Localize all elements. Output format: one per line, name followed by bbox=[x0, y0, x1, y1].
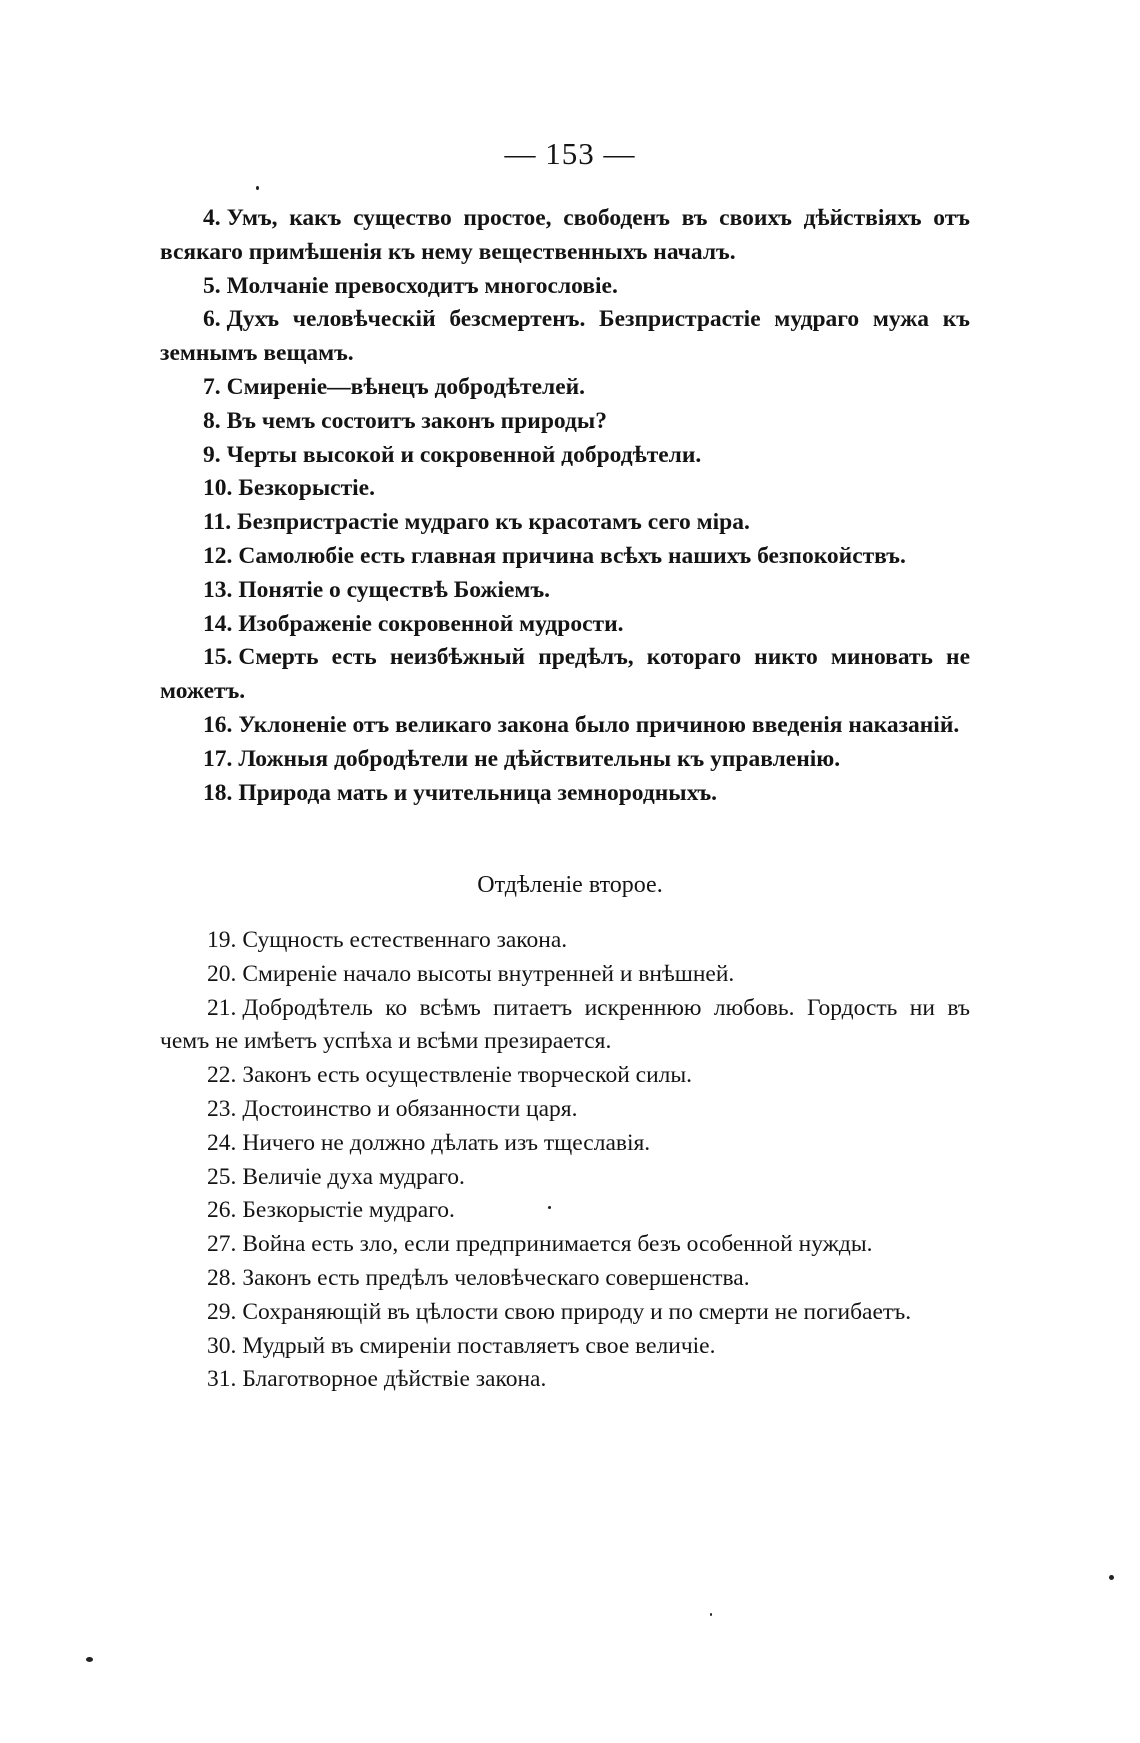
item-number: 9. bbox=[203, 441, 221, 468]
item-text: Сохраняющій въ цѣлости свою природу и по смерти не погибаетъ. bbox=[242, 1298, 912, 1325]
list-item bbox=[160, 270, 970, 304]
item-text: Добродѣтель ко всѣмъ питаетъ искреннюю любовь. Гордость ни въ чемъ не имѣетъ успѣха и всѣми презирается. bbox=[160, 994, 970, 1055]
item-number: 5. bbox=[203, 272, 221, 299]
item-number: 10. bbox=[203, 475, 233, 502]
item-text: Законъ есть предѣлъ человѣческаго совершенства. bbox=[242, 1264, 750, 1291]
item-text: Смиреніе—вѣнецъ добродѣтелей. bbox=[226, 373, 586, 400]
item-number: 29. bbox=[207, 1298, 237, 1325]
item-text: Изображеніе сокровенной мудрости. bbox=[238, 610, 624, 637]
item-number: 13. bbox=[203, 576, 233, 603]
list-item bbox=[160, 608, 970, 642]
scan-speck bbox=[256, 186, 259, 190]
list-item bbox=[160, 1127, 970, 1161]
item-text: Духъ человѣческій безсмертенъ. Безпристрастіе мудраго мужа къ земнымъ вещамъ. bbox=[160, 306, 970, 367]
item-number: 27. bbox=[207, 1231, 237, 1258]
list-item bbox=[160, 439, 970, 473]
list-item bbox=[160, 303, 970, 371]
list-item bbox=[160, 1228, 970, 1262]
item-number: 31. bbox=[207, 1366, 237, 1393]
item-number: 30. bbox=[207, 1332, 237, 1359]
item-text: Величіе духа мудраго. bbox=[242, 1163, 465, 1190]
list-item bbox=[160, 202, 970, 270]
item-text: Черты высокой и сокровенной добродѣтели. bbox=[226, 441, 702, 468]
list-item bbox=[160, 405, 970, 439]
item-text: Смерть есть неизбѣжный предѣлъ, котораго никто миновать не можетъ. bbox=[160, 644, 970, 705]
item-number: 11. bbox=[203, 509, 232, 536]
item-text: Уклоненіе отъ великаго закона было причиною введенія наказаній. bbox=[238, 711, 960, 738]
list-item bbox=[160, 641, 970, 709]
scan-speck bbox=[86, 1657, 93, 1662]
item-text: Война есть зло, если предпринимается безъ особенной нужды. bbox=[242, 1231, 873, 1258]
item-text: Смиреніе начало высоты внутренней и внѣшней. bbox=[242, 960, 735, 987]
item-number: 24. bbox=[207, 1129, 237, 1156]
item-text: Ничего не должно дѣлать изъ тщеславія. bbox=[242, 1129, 651, 1156]
item-text: Благотворное дѣйствіе закона. bbox=[242, 1366, 547, 1393]
list-item bbox=[160, 1194, 970, 1228]
item-number: 20. bbox=[207, 960, 237, 987]
item-text: Безкорыстіе. bbox=[238, 475, 375, 502]
list-item bbox=[160, 1093, 970, 1127]
item-text: Сущность естественнаго закона. bbox=[242, 927, 568, 953]
scan-speck bbox=[548, 1206, 551, 1209]
list-item bbox=[160, 777, 970, 811]
scan-speck bbox=[710, 1613, 712, 1616]
list-item bbox=[160, 540, 970, 574]
item-number: 8. bbox=[203, 407, 221, 434]
contents-section-two bbox=[160, 924, 970, 1397]
item-text: Безпристрастіе мудраго къ красотамъ сего міра. bbox=[237, 509, 750, 536]
list-item bbox=[160, 958, 970, 992]
section-heading: Отдѣленіе второе. bbox=[477, 872, 663, 898]
item-text: Самолюбіе есть главная причина всѣхъ нашихъ безпокойствъ. bbox=[238, 542, 906, 569]
list-item bbox=[160, 1262, 970, 1296]
list-item bbox=[160, 709, 970, 743]
item-number: 16. bbox=[203, 711, 233, 738]
item-text: Понятіе о существѣ Божіемъ. bbox=[238, 576, 551, 603]
scan-speck bbox=[1109, 1575, 1114, 1580]
item-number: 28. bbox=[207, 1264, 237, 1291]
list-item bbox=[160, 992, 970, 1060]
item-text: Законъ есть осуществленіе творческой силы. bbox=[242, 1062, 693, 1089]
item-number: 21. bbox=[207, 994, 237, 1021]
item-number: 6. bbox=[203, 306, 221, 333]
item-number: 15. bbox=[203, 644, 233, 671]
item-number: 12. bbox=[203, 542, 233, 569]
list-item bbox=[160, 472, 970, 506]
item-number: 19. bbox=[207, 927, 237, 953]
item-number: 7. bbox=[203, 373, 221, 400]
item-text: Въ чемъ состоитъ законъ природы? bbox=[226, 407, 607, 434]
item-number: 26. bbox=[207, 1197, 237, 1224]
list-item bbox=[160, 924, 970, 958]
item-number: 4. bbox=[203, 205, 221, 231]
item-text: Достоинство и обязанности царя. bbox=[242, 1095, 578, 1122]
list-item bbox=[160, 574, 970, 608]
list-item bbox=[160, 506, 970, 540]
item-number: 18. bbox=[203, 779, 233, 806]
item-text: Мудрый въ смиреніи поставляетъ свое величіе. bbox=[242, 1332, 716, 1359]
item-number: 14. bbox=[203, 610, 233, 637]
contents-section-one bbox=[160, 202, 970, 810]
list-item bbox=[160, 1059, 970, 1093]
list-item bbox=[160, 743, 970, 777]
list-item bbox=[160, 1161, 970, 1195]
list-item bbox=[160, 1363, 970, 1397]
page-number: — 153 — bbox=[504, 136, 636, 171]
item-text: Ложныя добродѣтели не дѣйствительны къ управленію. bbox=[238, 745, 841, 772]
list-item bbox=[160, 1330, 970, 1364]
item-text: Природа мать и учительница земнородныхъ. bbox=[238, 779, 718, 806]
item-text: Умъ, какъ существо простое, свободенъ въ своихъ дѣйствіяхъ отъ всякаго примѣшенія къ нему вещественныхъ началъ. bbox=[160, 205, 970, 265]
item-number: 23. bbox=[207, 1095, 237, 1122]
item-number: 22. bbox=[207, 1062, 237, 1089]
item-text: Безкорыстіе мудраго. bbox=[242, 1197, 455, 1224]
item-number: 25. bbox=[207, 1163, 237, 1190]
list-item bbox=[160, 371, 970, 405]
list-item bbox=[160, 1296, 970, 1330]
item-text: Молчаніе превосходитъ многословіе. bbox=[226, 272, 618, 299]
item-number: 17. bbox=[203, 745, 233, 772]
